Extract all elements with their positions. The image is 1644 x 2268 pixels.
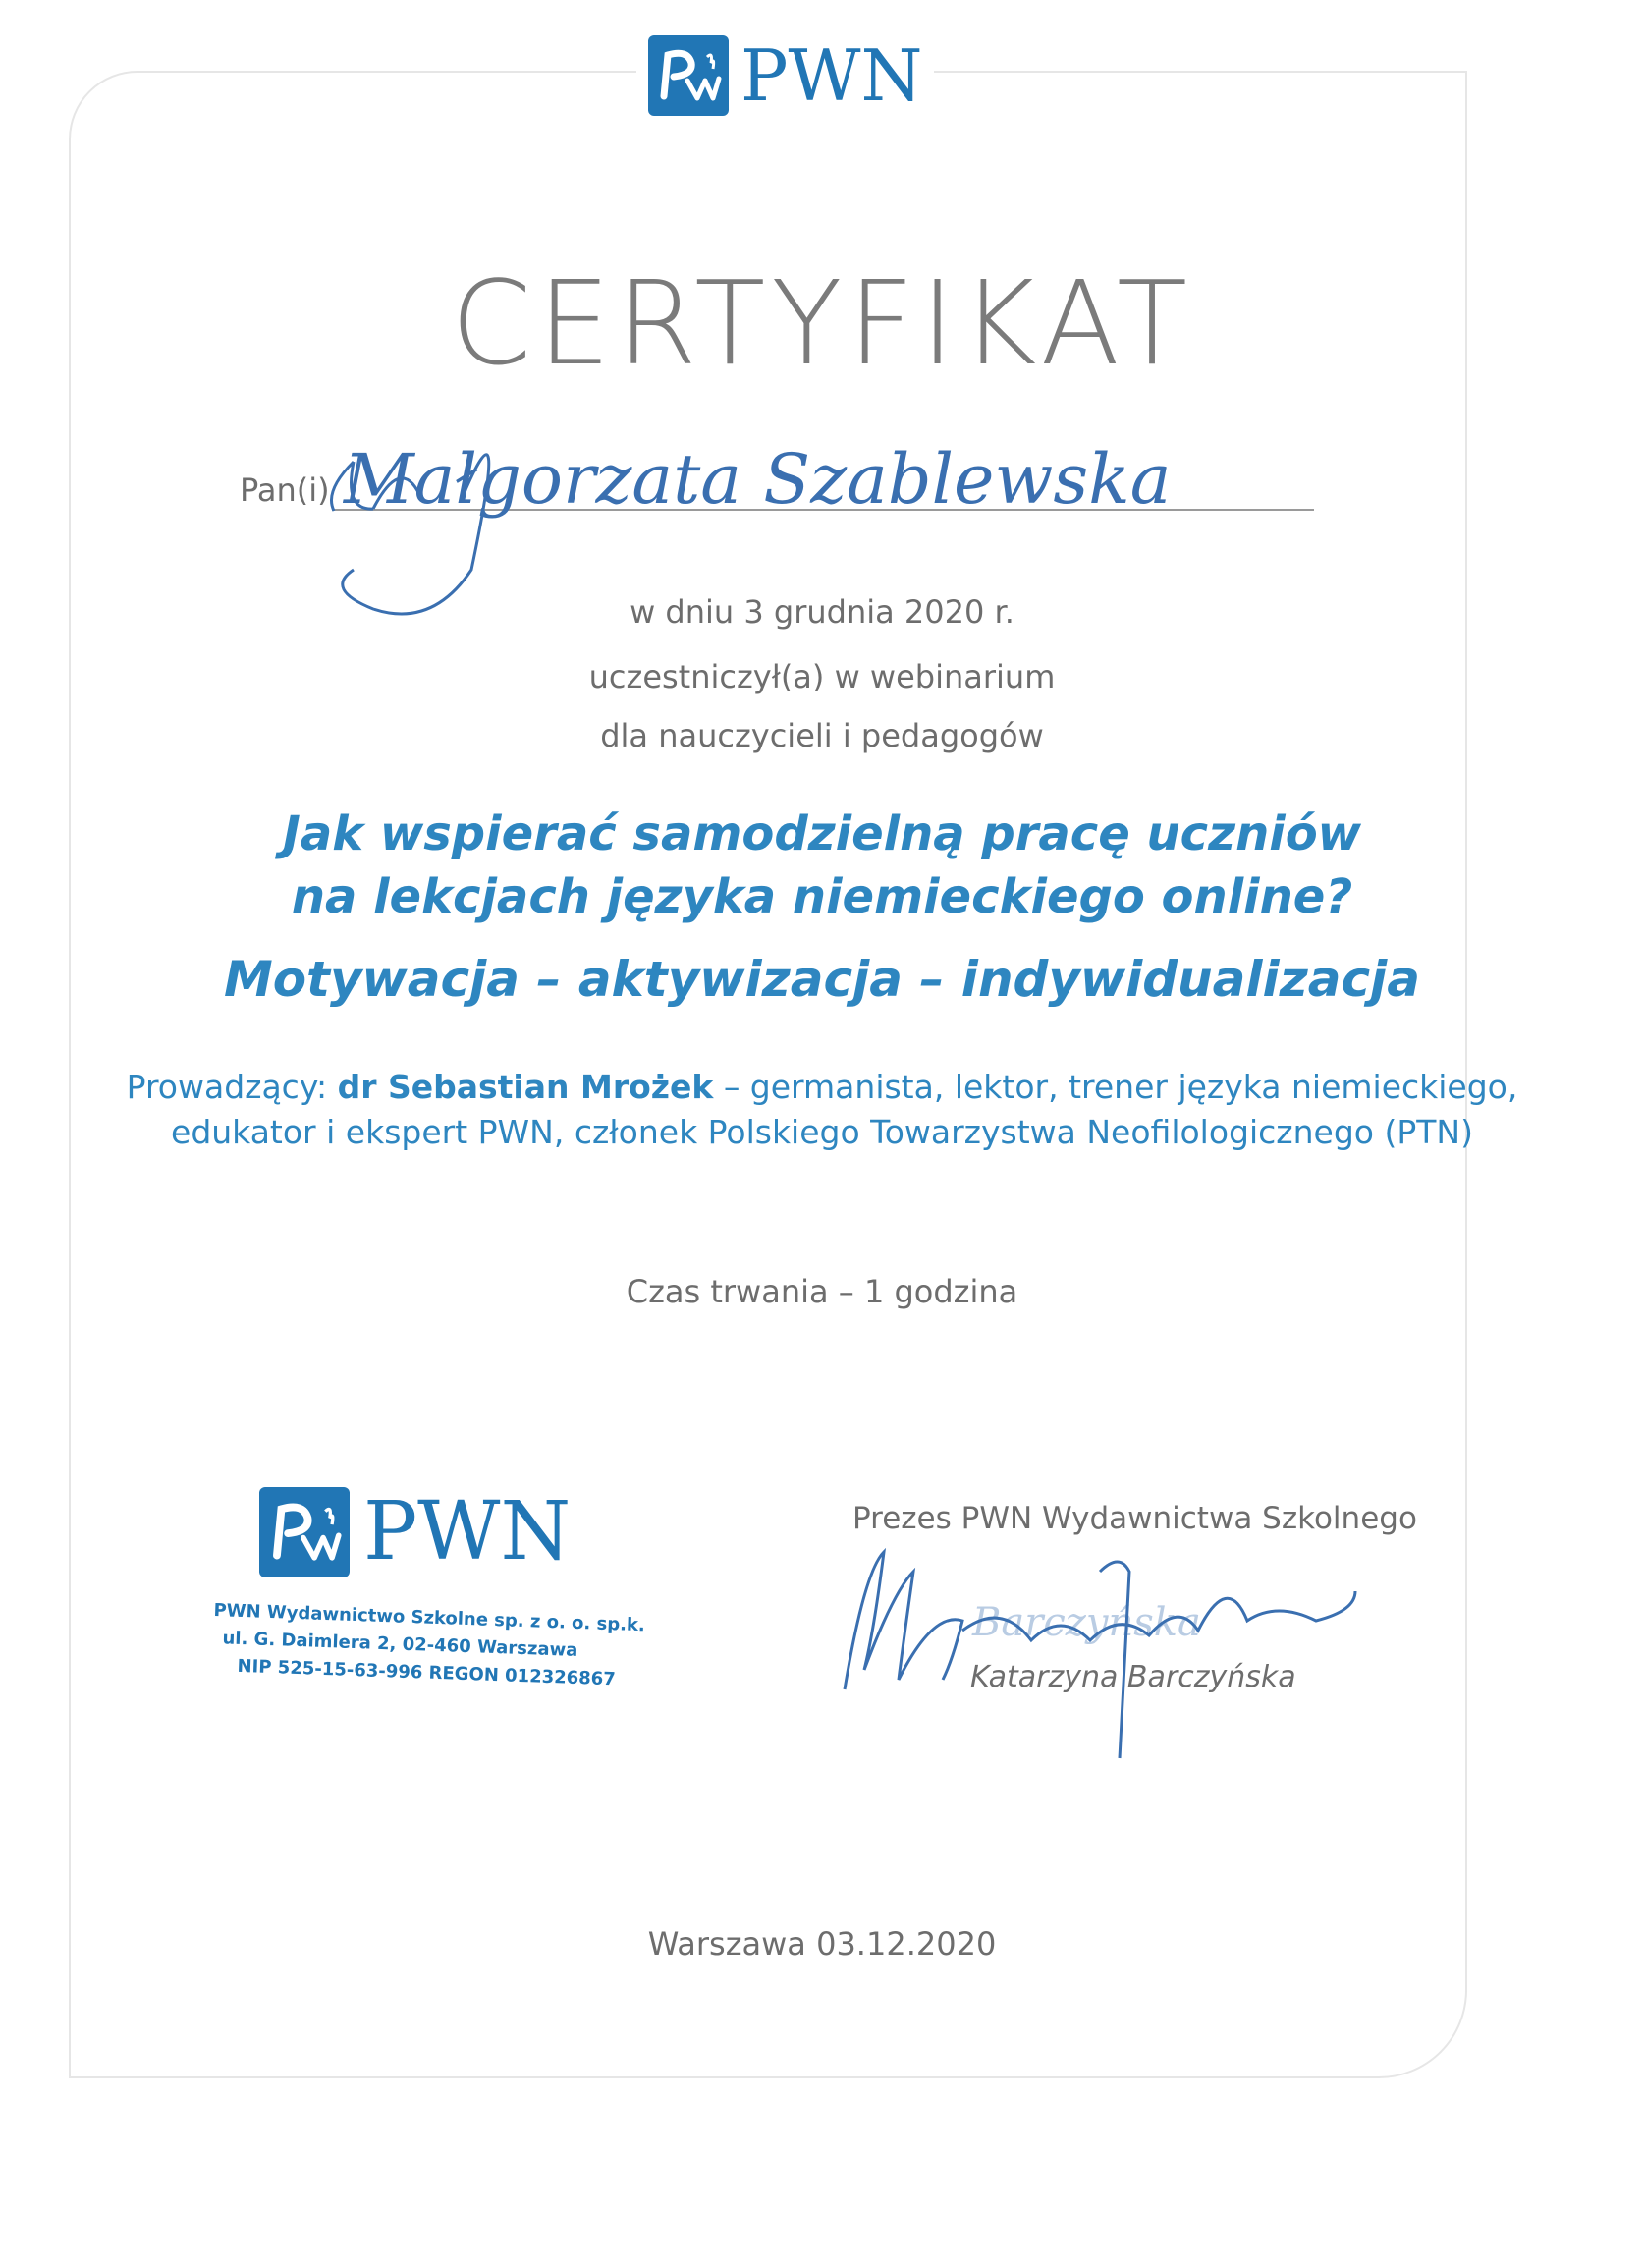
webinar-title-line-1: Jak wspierać samodzielną pracę uczniów bbox=[282, 806, 1362, 861]
pani-label: Pan(i) bbox=[240, 471, 330, 509]
presenter-label: Prowadzący: bbox=[126, 1068, 328, 1106]
pwn-logo-top bbox=[636, 34, 934, 117]
pwn-logo-mark-icon bbox=[648, 35, 729, 116]
pwn-logo-bottom bbox=[259, 1485, 571, 1578]
webinar-title-line-2: na lekcjach języka niemieckiego online? bbox=[291, 869, 1353, 924]
signature-text: Barczyńska bbox=[972, 1600, 1201, 1645]
presenter-desc-2: edukator i ekspert PWN, członek Polskiego Towarzystwa Neofilologicznego (PTN) bbox=[171, 1113, 1473, 1151]
duration-line: Czas trwania – 1 godzina bbox=[626, 1273, 1018, 1310]
presenter-line-1 bbox=[0, 1065, 1644, 1110]
participated-line: uczestniczył(a) w webinarium bbox=[588, 658, 1056, 695]
pwn-logo-text: PWN bbox=[740, 34, 923, 117]
date-line: w dniu 3 grudnia 2020 r. bbox=[630, 593, 1014, 631]
presenter-desc-1: – germanista, lektor, trener języka niemieckiego, bbox=[723, 1068, 1518, 1106]
signer-name: Katarzyna Barczyńska bbox=[970, 1660, 1296, 1694]
pwn-logo-mark-icon bbox=[259, 1487, 350, 1577]
signer-role: Prezes PWN Wydawnictwa Szkolnego bbox=[852, 1501, 1417, 1536]
publisher-address: ul. G. Daimlera 2, 02-460 Warszawa bbox=[222, 1628, 578, 1661]
recipient-name-text: Małgorzata Szablewska bbox=[344, 439, 1172, 520]
certificate-title: CERTYFIKAT bbox=[450, 255, 1194, 391]
publisher-name: PWN Wydawnictwo Szkolne sp. z o. o. sp.k. bbox=[213, 1599, 646, 1636]
publisher-stamp bbox=[211, 1597, 645, 1694]
place-date: Warszawa 03.12.2020 bbox=[647, 1925, 997, 1963]
publisher-ids: NIP 525-15-63-996 REGON 012326867 bbox=[237, 1655, 617, 1690]
webinar-subtitle: Motywacja – aktywizacja – indywidualizacja bbox=[223, 951, 1421, 1008]
signature-scribble bbox=[805, 1513, 1395, 1768]
audience-line: dla nauczycieli i pedagogów bbox=[600, 717, 1044, 754]
presenter-name: dr Sebastian Mrożek bbox=[337, 1068, 714, 1106]
pwn-logo-bottom-text: PWN bbox=[363, 1485, 572, 1578]
